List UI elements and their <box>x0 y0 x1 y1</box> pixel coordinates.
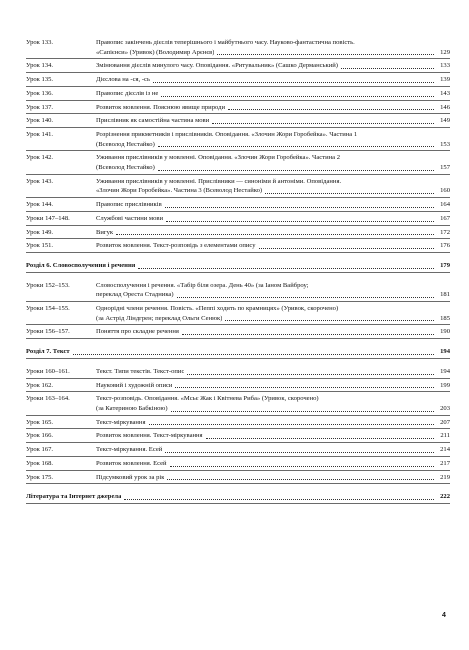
toc-entry <box>26 61 450 71</box>
lesson-title: Прислівник як самостійна частина мови <box>96 117 210 125</box>
toc-entry-line <box>26 38 450 48</box>
toc-entry <box>26 431 450 441</box>
lesson-label: Урок 136. <box>26 89 54 97</box>
toc-entry-continuation <box>26 163 450 173</box>
lesson-label: Урок 168. <box>26 459 54 467</box>
dot-leader <box>170 466 434 467</box>
lesson-title: Розвиток мовлення. Есей <box>96 459 167 467</box>
lesson-page: 157 <box>440 164 450 172</box>
lesson-title: Уживання прислівників у мовленні. Оповідання. «Злочин Жори Горобейка». Частина 2 <box>96 154 340 162</box>
toc-entry-line <box>26 241 450 251</box>
divider <box>26 378 450 379</box>
section-6-title: Розділ 6. Словосполучення і речення <box>26 261 136 269</box>
toc-entry-continuation <box>26 48 450 58</box>
dot-leader <box>124 499 434 500</box>
toc-entry <box>26 418 450 428</box>
section-7-heading <box>26 347 450 357</box>
dot-leader <box>259 248 434 249</box>
lesson-page: 167 <box>440 214 450 222</box>
lesson-page: 153 <box>440 140 450 148</box>
lesson-page: 214 <box>440 446 450 454</box>
lesson-title: «Злочин Жори Горобейка». Частина 3 (Всеволод Нестайко) <box>96 187 263 195</box>
toc-entry-line <box>26 228 450 238</box>
lesson-title: Правопис закінчень дієслів теперішнього і майбутнього часу. Науково-фантастична повість. <box>96 39 355 46</box>
section-6-heading <box>26 261 450 271</box>
lesson-title: Змінювання дієслів минулого часу. Оповідання. «Ритувальник» (Сашко Дерманський) <box>96 62 338 70</box>
lesson-label: Уроки 147–148. <box>26 214 70 222</box>
literature-title: Література та Інтернет джерела <box>26 493 122 501</box>
divider <box>26 415 450 416</box>
toc-entry-continuation <box>26 314 450 324</box>
lesson-page: 211 <box>440 432 450 440</box>
lesson-page: 149 <box>440 117 450 125</box>
lesson-title: Правопис дієслів із не <box>96 89 159 97</box>
lesson-title: Уживання прислівників у мовленні. Прислівники — синоніми й антоніми. Оповідання. <box>96 177 342 185</box>
lesson-label: Уроки 160–161. <box>26 367 70 375</box>
lesson-page: 143 <box>440 89 450 97</box>
toc-entry <box>26 75 450 85</box>
toc-entry-continuation <box>26 404 450 414</box>
divider <box>26 100 450 101</box>
lesson-title: Розвиток мовлення. Текст-міркування <box>96 432 203 440</box>
toc-entry-line <box>26 367 450 377</box>
lesson-title: Вигук <box>96 228 114 236</box>
toc-entry <box>26 38 450 57</box>
dot-leader <box>187 374 434 375</box>
toc-entry-line <box>26 459 450 469</box>
lesson-label: Урок 166. <box>26 432 54 440</box>
toc-entry <box>26 153 450 172</box>
lesson-title: Розвиток мовлення. Текст-розповідь з елементами опису <box>96 242 256 250</box>
toc-entry <box>26 459 450 469</box>
toc-entry-line <box>26 327 450 337</box>
lesson-page: 194 <box>440 367 450 375</box>
divider <box>26 252 450 253</box>
toc-block-3 <box>26 367 450 484</box>
dot-leader <box>158 170 434 171</box>
lesson-label: Уроки 152–153. <box>26 281 70 289</box>
lesson-label: Урок 144. <box>26 201 54 209</box>
lesson-page: 207 <box>440 418 450 426</box>
divider <box>26 470 450 471</box>
dot-leader <box>165 207 434 208</box>
dot-leader <box>73 354 434 355</box>
toc-entry-line <box>26 381 450 391</box>
divider <box>26 358 450 359</box>
lesson-page: 172 <box>440 228 450 236</box>
lesson-label: Урок 143. <box>26 177 54 185</box>
toc-entry-line <box>26 130 450 140</box>
divider <box>26 174 450 175</box>
lesson-label: Урок 134. <box>26 62 54 70</box>
lesson-page: 199 <box>440 381 450 389</box>
lesson-title: (за Астрід Ліндгрен; переклад Ольги Сенюк) <box>96 314 223 322</box>
lesson-title: Однорідні члени речення. Повість. «Пеппі ходить по крамницях» (Уривок, скорочено) <box>96 305 339 313</box>
divider <box>26 456 450 457</box>
dot-leader <box>166 221 434 222</box>
lesson-label: Урок 135. <box>26 76 54 84</box>
dot-leader <box>175 387 434 388</box>
divider <box>26 503 450 504</box>
toc-block-1 <box>26 38 450 253</box>
table-of-contents <box>26 38 450 506</box>
dot-leader <box>116 234 434 235</box>
lesson-page: 217 <box>440 459 450 467</box>
divider <box>26 197 450 198</box>
lesson-title: Текст-міркування <box>96 418 146 426</box>
divider <box>26 324 450 325</box>
divider <box>26 127 450 128</box>
toc-entry-continuation <box>26 290 450 300</box>
divider <box>26 238 450 239</box>
lesson-page: 139 <box>440 76 450 84</box>
toc-entry <box>26 89 450 99</box>
lesson-label: Урок 151. <box>26 242 54 250</box>
toc-entry-line <box>26 445 450 455</box>
toc-entry-line <box>26 473 450 483</box>
lesson-label: Уроки 154–155. <box>26 305 70 313</box>
toc-entry-line <box>26 89 450 99</box>
toc-entry-line <box>26 153 450 163</box>
section-7-title: Розділ 7. Текст <box>26 348 70 356</box>
toc-entry <box>26 228 450 238</box>
dot-leader <box>206 438 434 439</box>
lesson-page: 129 <box>440 48 450 56</box>
dot-leader <box>165 452 434 453</box>
toc-entry-line <box>26 200 450 210</box>
dot-leader <box>177 297 434 298</box>
lesson-page: 219 <box>440 473 450 481</box>
dot-leader <box>225 320 434 321</box>
lesson-page: 133 <box>440 62 450 70</box>
toc-entry-line <box>26 116 450 126</box>
literature-heading <box>26 492 450 502</box>
lesson-label: Урок 167. <box>26 446 54 454</box>
lesson-page: 181 <box>440 291 450 299</box>
lesson-page: 176 <box>440 242 450 250</box>
divider <box>26 86 450 87</box>
toc-entry <box>26 304 450 323</box>
toc-entry-line <box>26 177 450 187</box>
toc-entry-line <box>26 418 450 428</box>
lesson-page: 160 <box>440 187 450 195</box>
lesson-label: Урок 141. <box>26 130 54 138</box>
divider <box>26 483 450 484</box>
lesson-title: (Всеволод Нестайко) <box>96 140 155 148</box>
lesson-label: Уроки 156–157. <box>26 328 70 336</box>
lesson-label: Урок 149. <box>26 228 54 236</box>
dot-leader <box>158 146 434 147</box>
divider <box>26 113 450 114</box>
toc-entry-line <box>26 431 450 441</box>
page-number: 4 <box>442 612 446 619</box>
toc-entry <box>26 130 450 149</box>
dot-leader <box>171 411 434 412</box>
divider <box>26 338 450 339</box>
section-6-page: 179 <box>440 261 450 269</box>
lesson-label: Урок 175. <box>26 473 54 481</box>
divider <box>26 58 450 59</box>
divider <box>26 272 450 273</box>
toc-entry-continuation <box>26 140 450 150</box>
divider <box>26 391 450 392</box>
lesson-title: «Сапієнси» (Уривок) (Володимир Арєнєв) <box>96 48 215 56</box>
lesson-title: (за Катериною Бабкіною) <box>96 404 168 412</box>
toc-entry <box>26 327 450 337</box>
dot-leader <box>228 109 434 110</box>
lesson-label: Урок 133. <box>26 39 54 46</box>
lesson-title: Текст. Типи текстів. Текст-опис <box>96 367 185 375</box>
toc-entry-line <box>26 281 450 291</box>
lesson-title: Розвиток мовлення. Пояснюю явище природи <box>96 103 225 111</box>
dot-leader <box>153 82 434 83</box>
lesson-title: Науковий і художній описи <box>96 381 173 389</box>
divider <box>26 442 450 443</box>
toc-entry <box>26 381 450 391</box>
toc-entry-line <box>26 61 450 71</box>
divider <box>26 301 450 302</box>
toc-entry-continuation <box>26 186 450 196</box>
lesson-title: Службові частини мови <box>96 214 164 222</box>
divider <box>26 428 450 429</box>
lesson-page: 203 <box>440 404 450 412</box>
dot-leader <box>149 424 435 425</box>
toc-entry <box>26 200 450 210</box>
toc-entry-line <box>26 304 450 314</box>
lesson-title: Поняття про складне речення <box>96 328 179 336</box>
lesson-title: (Всеволод Нестайко) <box>96 164 155 172</box>
lesson-title: Дієслова на -ся, -сь <box>96 76 150 84</box>
toc-entry-line <box>26 103 450 113</box>
toc-entry-line <box>26 75 450 85</box>
toc-entry <box>26 177 450 196</box>
toc-entry <box>26 116 450 126</box>
divider <box>26 225 450 226</box>
toc-entry <box>26 394 450 413</box>
toc-entry-line <box>26 394 450 404</box>
lesson-page: 185 <box>440 314 450 322</box>
toc-entry-line <box>26 214 450 224</box>
lesson-title: Підсумковий урок за рік <box>96 473 165 481</box>
lesson-label: Урок 142. <box>26 154 54 162</box>
dot-leader <box>217 54 434 55</box>
lesson-label: Урок 140. <box>26 117 54 125</box>
lesson-title: Текст-міркування. Есей <box>96 446 163 454</box>
lesson-title: Текст-розповідь. Оповідання. «Мсьє Жак і Квітнева Риба» (Уривок, скорочено) <box>96 395 319 403</box>
toc-block-2 <box>26 281 450 340</box>
section-7-page: 194 <box>440 348 450 356</box>
dot-leader <box>138 268 434 269</box>
toc-entry <box>26 214 450 224</box>
lesson-page: 190 <box>440 328 450 336</box>
lesson-label: Уроки 163–164. <box>26 395 70 403</box>
lesson-page: 146 <box>440 103 450 111</box>
toc-entry <box>26 281 450 300</box>
lesson-label: Урок 137. <box>26 103 54 111</box>
toc-entry <box>26 473 450 483</box>
toc-entry <box>26 367 450 377</box>
toc-entry <box>26 103 450 113</box>
toc-entry <box>26 241 450 251</box>
lesson-label: Урок 165. <box>26 418 54 426</box>
lesson-page: 164 <box>440 201 450 209</box>
dot-leader <box>341 68 434 69</box>
dot-leader <box>161 96 434 97</box>
dot-leader <box>265 193 434 194</box>
toc-entry <box>26 445 450 455</box>
lesson-title: Розрізнення прикметників і прислівників. Оповідання. «Злочин Жори Горобейка». Частина 1 <box>96 130 358 138</box>
divider <box>26 150 450 151</box>
dot-leader <box>212 123 434 124</box>
divider <box>26 211 450 212</box>
dot-leader <box>182 334 434 335</box>
literature-page: 222 <box>440 493 450 501</box>
lesson-title: переклад Ореста Стадника) <box>96 291 174 299</box>
lesson-label: Урок 162. <box>26 381 54 389</box>
lesson-title: Правопис прислівників <box>96 201 162 209</box>
divider <box>26 72 450 73</box>
lesson-title: Словосполучення і речення. «Табір біля озера. День 40» (за Іаном Вайброу; <box>96 281 309 289</box>
dot-leader <box>167 479 434 480</box>
